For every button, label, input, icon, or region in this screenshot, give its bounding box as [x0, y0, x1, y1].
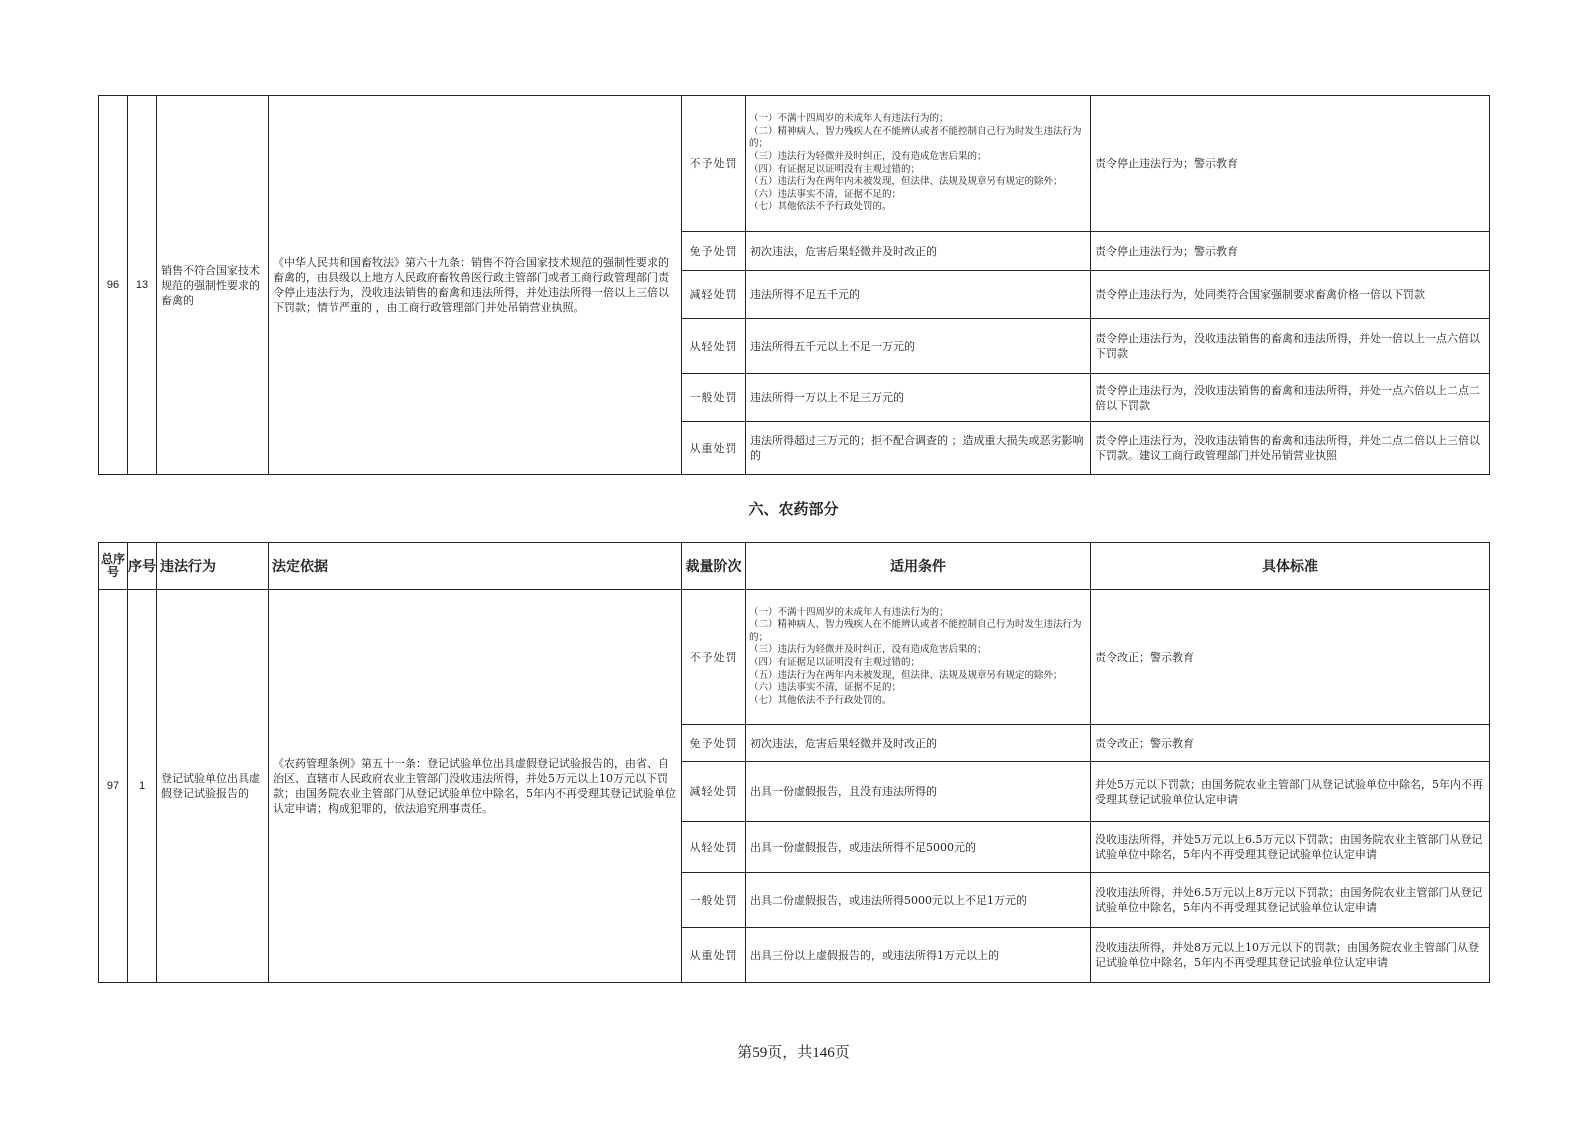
level-cell: 从重处罚 — [682, 422, 746, 475]
total-no-cell: 97 — [99, 590, 128, 983]
seq-no-cell: 13 — [128, 96, 157, 475]
legal-basis-cell: 《农药管理条例》第五十一条：登记试验单位出具虚假登记试验报告的，由省、自治区、直辖市人民政府农业主管部门没收违法所得，并处5万元以上10万元以下罚款；由国务院农业主管部门从登记试验单位中除名，5年内不再受理其登记试验单位认定申请；构成犯罪的，依法追究刑事责任。 — [269, 590, 682, 983]
condition-list — [746, 96, 1091, 232]
condition-item: （三）违法行为轻微并及时纠正，没有造成危害后果的； — [749, 150, 987, 162]
standard-cell: 责令改正；警示教育 — [1091, 590, 1490, 725]
condition-item: （六）违法事实不清，证据不足的； — [749, 188, 902, 200]
condition-cell: 出具一份虚假报告，且没有违法所得的 — [746, 762, 1091, 822]
level-cell: 减轻处罚 — [682, 762, 746, 822]
level-cell: 一般处罚 — [682, 873, 746, 928]
standard-cell: 没收违法所得，并处8万元以上10万元以下的罚款；由国务院农业主管部门从登记试验单位中除名，5年内不再受理其登记试验单位认定申请 — [1091, 928, 1490, 983]
header-level: 裁量阶次 — [682, 543, 746, 590]
condition-item: （五）违法行为在两年内未被发现，但法律、法规及规章另有规定的除外； — [749, 669, 1063, 681]
condition-cell: 违法所得超过三万元的；拒不配合调查的 ；造成重大损失或恶劣影响的 — [746, 422, 1091, 475]
level-cell: 从重处罚 — [682, 928, 746, 983]
header-seq-no: 序号 — [128, 543, 157, 590]
condition-item: （二）精神病人、智力残疾人在不能辨认或者不能控制自己行为时发生违法行为的； — [749, 619, 1082, 643]
seq-no-cell: 1 — [128, 590, 157, 983]
condition-item: （四）有证据足以证明没有主观过错的； — [749, 657, 921, 668]
total-no-cell: 96 — [99, 96, 128, 475]
page-footer: 第59页，共146页 — [737, 1045, 850, 1061]
standard-cell: 责令停止违法行为，没收违法销售的畜禽和违法所得，并处一点六倍以上二点二倍以下罚款 — [1091, 374, 1490, 422]
condition-item: （一）不满十四周岁的未成年人有违法行为的； — [749, 606, 949, 618]
table-row — [99, 96, 1490, 232]
violation-cell: 销售不符合国家技术规范的强制性要求的畜禽的 — [157, 96, 269, 475]
table-header-row — [99, 543, 1490, 590]
table-continued — [98, 95, 1490, 475]
level-cell: 从轻处罚 — [682, 822, 746, 873]
condition-cell: 初次违法，危害后果轻微并及时改正的 — [746, 232, 1091, 271]
level-cell: 不予处罚 — [682, 96, 746, 232]
condition-cell: 违法所得一万以上不足三万元的 — [746, 374, 1091, 422]
condition-cell: 出具三份以上虚假报告的，或违法所得1万元以上的 — [746, 928, 1091, 983]
standard-cell: 责令停止违法行为；警示教育 — [1091, 96, 1490, 232]
standard-cell: 没收违法所得，并处5万元以上6.5万元以下罚款；由国务院农业主管部门从登记试验单位中除名，5年内不再受理其登记试验单位认定申请 — [1091, 822, 1490, 873]
condition-item: （六）违法事实不清，证据不足的； — [749, 682, 902, 694]
section-title: 六、农药部分 — [748, 501, 839, 518]
standard-cell: 没收违法所得，并处6.5万元以上8万元以下罚款；由国务院农业主管部门从登记试验单位中除名，5年内不再受理其登记试验单位认定申请 — [1091, 873, 1490, 928]
level-cell: 免予处罚 — [682, 232, 746, 271]
level-cell: 从轻处罚 — [682, 319, 746, 374]
condition-cell: 违法所得五千元以上不足一万元的 — [746, 319, 1091, 374]
condition-item: （四）有证据足以证明没有主观过错的； — [749, 163, 921, 175]
violation-cell: 登记试验单位出具虚假登记试验报告的 — [157, 590, 269, 983]
header-standard: 具体标准 — [1091, 543, 1490, 590]
standard-cell: 责令停止违法行为，没收违法销售的畜禽和违法所得，并处一倍以上一点六倍以下罚款 — [1091, 319, 1490, 374]
condition-cell: 出具二份虚假报告，或违法所得5000元以上不足1万元的 — [746, 873, 1091, 928]
level-cell: 减轻处罚 — [682, 271, 746, 319]
standard-cell: 责令停止违法行为，处同类符合国家强制要求畜禽价格一倍以下罚款 — [1091, 271, 1490, 319]
condition-cell: 初次违法，危害后果轻微并及时改正的 — [746, 725, 1091, 762]
standard-cell: 并处5万元以下罚款；由国务院农业主管部门从登记试验单位中除名，5年内不再受理其登记试验单位认定申请 — [1091, 762, 1490, 822]
standard-cell: 责令停止违法行为，没收违法销售的畜禽和违法所得，并处二点二倍以上三倍以下罚款。建议工商行政管理部门并处吊销营业执照 — [1091, 422, 1490, 475]
condition-item: （二）精神病人、智力残疾人在不能辨认或者不能控制自己行为时发生违法行为的； — [749, 125, 1082, 150]
standard-cell: 责令改正；警示教育 — [1091, 725, 1490, 762]
table-row — [99, 590, 1490, 725]
level-cell: 一般处罚 — [682, 374, 746, 422]
condition-list — [746, 590, 1091, 725]
level-cell: 免予处罚 — [682, 725, 746, 762]
condition-item: （七）其他依法不予行政处罚的。 — [749, 201, 892, 213]
level-cell: 不予处罚 — [682, 590, 746, 725]
condition-item: （三）违法行为轻微并及时纠正，没有造成危害后果的； — [749, 644, 987, 656]
condition-cell: 违法所得不足五千元的 — [746, 271, 1091, 319]
header-condition: 适用条件 — [746, 543, 1091, 590]
header-violation: 违法行为 — [157, 543, 269, 590]
header-legal-basis: 法定依据 — [269, 543, 682, 590]
condition-cell: 出具一份虚假报告，或违法所得不足5000元的 — [746, 822, 1091, 873]
condition-item: （一）不满十四周岁的未成年人有违法行为的； — [749, 113, 949, 125]
condition-item: （七）其他依法不予行政处罚的。 — [749, 694, 892, 706]
condition-item: （五）违法行为在两年内未被发现，但法律、法规及规章另有规定的除外； — [749, 176, 1063, 188]
table-pesticide — [98, 542, 1490, 983]
legal-basis-cell: 《中华人民共和国畜牧法》第六十九条：销售不符合国家技术规范的强制性要求的畜禽的，由县级以上地方人民政府畜牧兽医行政主管部门或者工商行政管理部门责令停止违法行为，没收违法销售的畜禽和违法所得，并处违法所得一倍以上三倍以下罚款；情节严重的 ，由工商行政管理部门并处吊销营业执照。 — [269, 96, 682, 475]
header-total-no: 总序号 — [99, 543, 128, 590]
standard-cell: 责令停止违法行为；警示教育 — [1091, 232, 1490, 271]
